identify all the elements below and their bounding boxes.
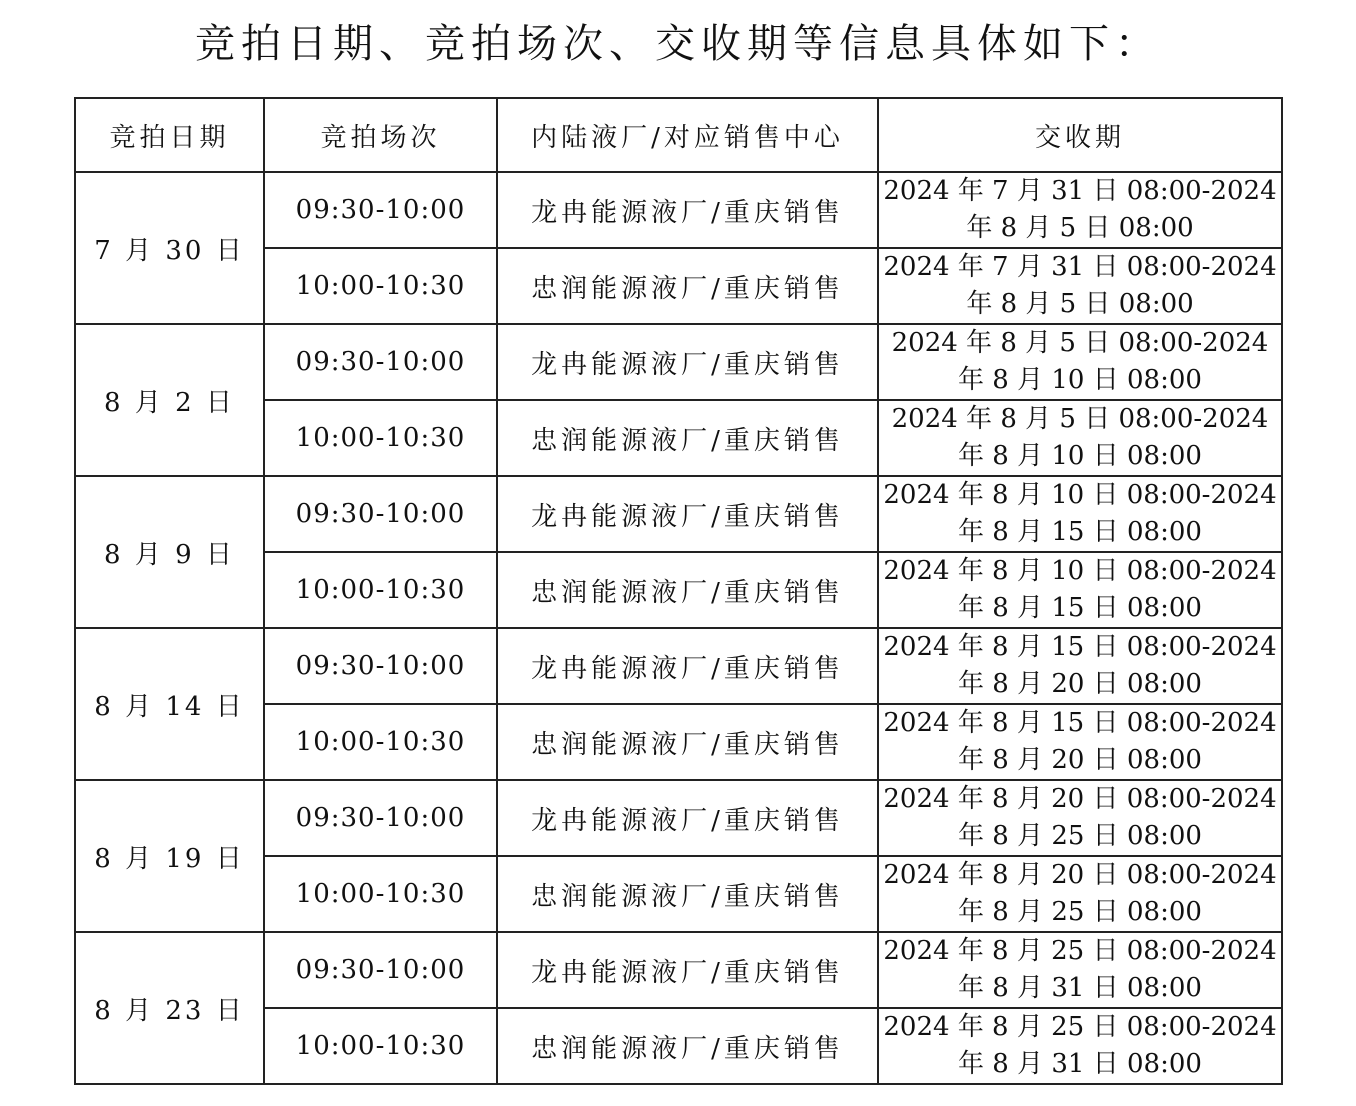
delivery-line: 年 8 月 15 日 08:00 xyxy=(958,517,1202,547)
auction-date-cell: 8 月 23 日 xyxy=(75,932,264,1084)
delivery-line: 2024 年 7 月 31 日 08:00-2024 xyxy=(883,176,1277,206)
delivery-line: 2024 年 8 月 20 日 08:00-2024 xyxy=(883,784,1277,814)
session-cell: 09:30-10:00 xyxy=(264,932,497,1008)
plant-cell: 龙冉能源液厂/重庆销售 xyxy=(497,628,878,704)
plant-cell: 龙冉能源液厂/重庆销售 xyxy=(497,780,878,856)
header-auction-session: 竞拍场次 xyxy=(264,98,497,172)
delivery-line: 年 8 月 31 日 08:00 xyxy=(958,1049,1202,1079)
delivery-cell xyxy=(878,856,1282,932)
header-delivery-period: 交收期 xyxy=(878,98,1282,172)
delivery-line: 2024 年 8 月 25 日 08:00-2024 xyxy=(883,936,1277,966)
delivery-cell xyxy=(878,324,1282,400)
delivery-line: 2024 年 8 月 10 日 08:00-2024 xyxy=(883,556,1277,586)
delivery-line: 2024 年 8 月 10 日 08:00-2024 xyxy=(883,480,1277,510)
header-plant-sales-center: 内陆液厂/对应销售中心 xyxy=(497,98,878,172)
delivery-line: 年 8 月 20 日 08:00 xyxy=(958,669,1202,699)
delivery-line: 年 8 月 31 日 08:00 xyxy=(958,973,1202,1003)
delivery-line: 2024 年 8 月 25 日 08:00-2024 xyxy=(883,1012,1277,1042)
plant-cell: 忠润能源液厂/重庆销售 xyxy=(497,1008,878,1084)
delivery-line: 年 8 月 20 日 08:00 xyxy=(958,745,1202,775)
delivery-line: 年 8 月 25 日 08:00 xyxy=(958,821,1202,851)
plant-cell: 龙冉能源液厂/重庆销售 xyxy=(497,172,878,248)
delivery-line: 年 8 月 10 日 08:00 xyxy=(958,441,1202,471)
delivery-line: 年 8 月 5 日 08:00 xyxy=(966,213,1194,243)
session-cell: 10:00-10:30 xyxy=(264,400,497,476)
session-cell: 10:00-10:30 xyxy=(264,856,497,932)
delivery-cell xyxy=(878,476,1282,552)
delivery-cell xyxy=(878,780,1282,856)
table-row xyxy=(75,780,1282,856)
session-cell: 10:00-10:30 xyxy=(264,704,497,780)
table-row xyxy=(75,628,1282,704)
plant-cell: 忠润能源液厂/重庆销售 xyxy=(497,856,878,932)
auction-date-cell: 8 月 14 日 xyxy=(75,628,264,780)
delivery-line: 2024 年 8 月 20 日 08:00-2024 xyxy=(883,860,1277,890)
delivery-cell xyxy=(878,172,1282,248)
session-cell: 10:00-10:30 xyxy=(264,1008,497,1084)
session-cell: 09:30-10:00 xyxy=(264,324,497,400)
session-cell: 10:00-10:30 xyxy=(264,552,497,628)
plant-cell: 龙冉能源液厂/重庆销售 xyxy=(497,324,878,400)
table-row xyxy=(75,172,1282,248)
table-row xyxy=(75,324,1282,400)
delivery-cell xyxy=(878,932,1282,1008)
delivery-line: 年 8 月 25 日 08:00 xyxy=(958,897,1202,927)
auction-date-cell: 8 月 19 日 xyxy=(75,780,264,932)
session-cell: 09:30-10:00 xyxy=(264,780,497,856)
plant-cell: 龙冉能源液厂/重庆销售 xyxy=(497,476,878,552)
auction-date-cell: 8 月 2 日 xyxy=(75,324,264,476)
session-cell: 09:30-10:00 xyxy=(264,172,497,248)
plant-cell: 龙冉能源液厂/重庆销售 xyxy=(497,932,878,1008)
delivery-line: 2024 年 8 月 5 日 08:00-2024 xyxy=(891,328,1269,358)
delivery-cell xyxy=(878,704,1282,780)
session-cell: 09:30-10:00 xyxy=(264,628,497,704)
delivery-line: 2024 年 8 月 15 日 08:00-2024 xyxy=(883,708,1277,738)
auction-date-cell: 8 月 9 日 xyxy=(75,476,264,628)
session-cell: 10:00-10:30 xyxy=(264,248,497,324)
header-auction-date: 竞拍日期 xyxy=(75,98,264,172)
table-row xyxy=(75,932,1282,1008)
delivery-line: 年 8 月 5 日 08:00 xyxy=(966,289,1194,319)
delivery-line: 2024 年 8 月 5 日 08:00-2024 xyxy=(891,404,1269,434)
delivery-line: 2024 年 8 月 15 日 08:00-2024 xyxy=(883,632,1277,662)
plant-cell: 忠润能源液厂/重庆销售 xyxy=(497,248,878,324)
delivery-cell xyxy=(878,400,1282,476)
plant-cell: 忠润能源液厂/重庆销售 xyxy=(497,400,878,476)
page-heading: 竞拍日期、竞拍场次、交收期等信息具体如下： xyxy=(195,21,1161,67)
delivery-cell xyxy=(878,628,1282,704)
delivery-line: 年 8 月 10 日 08:00 xyxy=(958,365,1202,395)
session-cell: 09:30-10:00 xyxy=(264,476,497,552)
delivery-cell xyxy=(878,1008,1282,1084)
delivery-line: 2024 年 7 月 31 日 08:00-2024 xyxy=(883,252,1277,282)
auction-schedule-table xyxy=(74,97,1283,1085)
delivery-line: 年 8 月 15 日 08:00 xyxy=(958,593,1202,623)
auction-date-cell: 7 月 30 日 xyxy=(75,172,264,324)
table-row xyxy=(75,476,1282,552)
delivery-cell xyxy=(878,248,1282,324)
plant-cell: 忠润能源液厂/重庆销售 xyxy=(497,552,878,628)
plant-cell: 忠润能源液厂/重庆销售 xyxy=(497,704,878,780)
delivery-cell xyxy=(878,552,1282,628)
table-header-row xyxy=(75,98,1282,172)
